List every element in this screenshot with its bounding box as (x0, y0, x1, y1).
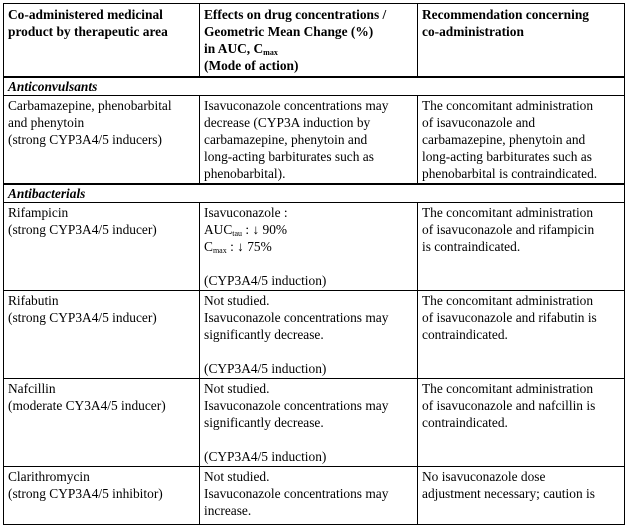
table-row-carbamazepine (4, 96, 625, 185)
product-cell: Rifampicin (strong CYP3A4/5 inducer) (4, 203, 200, 291)
table-row-rifabutin (4, 291, 625, 379)
recommendation-cell: The concomitant administration of isavuconazole and nafcillin is contraindicated. (418, 379, 625, 467)
header-product: Co-administered medicinal product by therapeutic area (4, 4, 200, 78)
section-row-antibacterials (4, 184, 625, 203)
product-cell: Rifabutin (strong CYP3A4/5 inducer) (4, 291, 200, 379)
down-arrow-icon: ↓ (252, 222, 260, 237)
header-effects: Effects on drug concentrations / Geometric Mean Change (%) in AUC, $C_{max}$ (Mode of action) (200, 4, 418, 78)
product-cell: Carbamazepine, phenobarbital and phenytoin (strong CYP3A4/5 inducers) (4, 96, 200, 185)
interaction-table (3, 3, 625, 525)
effect-cell: Not studied. Isavuconazole concentrations may increase. (200, 467, 418, 525)
table-row-nafcillin (4, 379, 625, 467)
section-row-anticonvulsants (4, 77, 625, 96)
product-cell: Clarithromycin (strong CYP3A4/5 inhibitor) (4, 467, 200, 525)
recommendation-cell: No isavuconazole dose adjustment necessary; caution is (418, 467, 625, 525)
effect-cell: Not studied. Isavuconazole concentrations may significantly decrease. (CYP3A4/5 induction) (200, 291, 418, 379)
effect-cell: Isavuconazole : $AUC_{tau}$ : ↓ 90% $C_{max}$ : ↓ 75% (CYP3A4/5 induction) (200, 203, 418, 291)
effect-cell: Isavuconazole concentrations may decrease (CYP3A induction by carbamazepine, phenytoin and long-acting barbiturates such as phenobarbital). (200, 96, 418, 185)
header-recommendation: Recommendation concerning co-administration (418, 4, 625, 78)
product-cell: Nafcillin (moderate CY3A4/5 inducer) (4, 379, 200, 467)
effect-cell: Not studied. Isavuconazole concentrations may significantly decrease. (CYP3A4/5 induction) (200, 379, 418, 467)
auc-change: $AUC_{tau}$ : ↓ 90% (204, 222, 288, 238)
recommendation-cell: The concomitant administration of isavuconazole and carbamazepine, phenytoin and long-acting barbiturates such as phenobarbital is contraindicated. (418, 96, 625, 185)
table-row-clarithromycin (4, 467, 625, 525)
section-title: Anticonvulsants (4, 77, 625, 96)
recommendation-cell: The concomitant administration of isavuconazole and rifampicin is contraindicated. (418, 203, 625, 291)
recommendation-cell: The concomitant administration of isavuconazole and rifabutin is contraindicated. (418, 291, 625, 379)
table-row-rifampicin (4, 203, 625, 291)
down-arrow-icon: ↓ (237, 239, 244, 254)
section-title: Antibacterials (4, 184, 625, 203)
cmax-change: $C_{max}$ : ↓ 75% (204, 239, 272, 255)
header-row (4, 4, 625, 78)
